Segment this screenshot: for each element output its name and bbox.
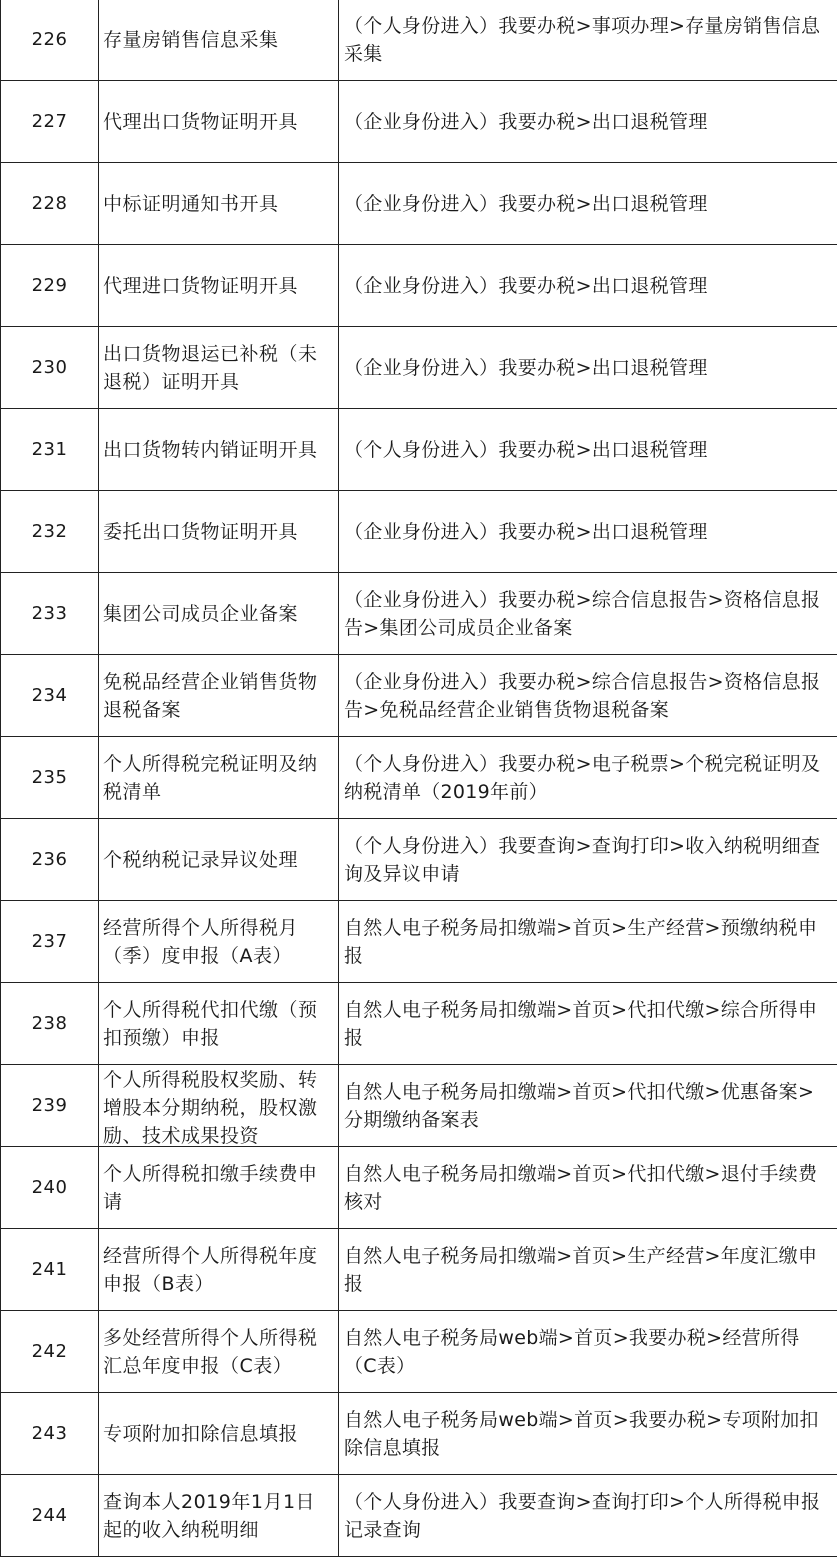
operation-path-cell	[339, 163, 837, 245]
operation-path-cell-text: 自然人电子税务局web端>首页>我要办税>专项附加扣除信息填报	[344, 1408, 819, 1459]
operation-path-cell	[339, 0, 837, 81]
row-number-cell	[1, 1311, 99, 1393]
row-number-cell	[1, 0, 99, 81]
operation-path-cell	[339, 655, 837, 737]
table-row	[1, 327, 837, 409]
row-number-cell-text: 240	[31, 1176, 68, 1198]
operation-path-cell	[339, 819, 837, 901]
row-number-cell-text: 234	[31, 684, 68, 706]
operation-path-cell	[339, 737, 837, 819]
operation-path-cell-text: （个人身份进入）我要查询>查询打印>个人所得税申报记录查询	[344, 1490, 821, 1541]
table-row	[1, 491, 837, 573]
row-number-cell	[1, 245, 99, 327]
operation-path-cell-text: 自然人电子税务局扣缴端>首页>代扣代缴>综合所得申报	[344, 998, 818, 1049]
operation-path-cell	[339, 1229, 837, 1311]
operation-path-cell-text: （企业身份进入）我要办税>出口退税管理	[344, 192, 708, 215]
operation-path-cell	[339, 1065, 837, 1147]
table-row	[1, 901, 837, 983]
row-number-cell-text: 237	[31, 930, 68, 952]
service-item-cell	[99, 1147, 339, 1229]
service-item-cell-text: 个人所得税股权奖励、转增股本分期纳税，股权激励、技术成果投资	[103, 1068, 318, 1146]
row-number-cell-text: 243	[31, 1422, 68, 1444]
service-item-cell-text: 个人所得税完税证明及纳税清单	[103, 752, 318, 803]
service-item-cell	[99, 737, 339, 819]
service-item-cell	[99, 1475, 339, 1557]
row-number-cell	[1, 1475, 99, 1557]
table-row	[1, 819, 837, 901]
row-number-cell	[1, 1065, 99, 1147]
operation-path-cell	[339, 983, 837, 1065]
table-row	[1, 0, 837, 81]
table-row	[1, 409, 837, 491]
table-row	[1, 655, 837, 737]
service-item-cell-text: 个人所得税代扣代缴（预扣预缴）申报	[103, 998, 318, 1049]
service-item-cell	[99, 491, 339, 573]
row-number-cell-text: 233	[31, 602, 68, 624]
operation-path-cell-text: （企业身份进入）我要办税>综合信息报告>资格信息报告>集团公司成员企业备案	[344, 588, 821, 639]
table-row	[1, 1475, 837, 1557]
table-row	[1, 245, 837, 327]
table-body	[1, 0, 837, 1557]
row-number-cell-text: 236	[31, 848, 68, 870]
table-row	[1, 983, 837, 1065]
service-item-cell-text: 个人所得税扣缴手续费申请	[103, 1162, 318, 1213]
row-number-cell	[1, 983, 99, 1065]
service-item-cell	[99, 81, 339, 163]
service-item-cell	[99, 163, 339, 245]
table-row	[1, 1229, 837, 1311]
operation-path-cell-text: （企业身份进入）我要办税>出口退税管理	[344, 274, 708, 297]
service-item-cell	[99, 573, 339, 655]
operation-path-cell	[339, 81, 837, 163]
operation-path-cell	[339, 901, 837, 983]
operation-path-cell-text: （企业身份进入）我要办税>出口退税管理	[344, 520, 708, 543]
row-number-cell	[1, 737, 99, 819]
row-number-cell-text: 244	[31, 1504, 68, 1526]
operation-path-cell-text: （企业身份进入）我要办税>综合信息报告>资格信息报告>免税品经营企业销售货物退税备案	[344, 670, 821, 721]
operation-path-cell	[339, 1393, 837, 1475]
operation-path-cell	[339, 327, 837, 409]
service-item-cell-text: 代理出口货物证明开具	[103, 110, 299, 133]
operation-path-cell-text: （个人身份进入）我要办税>电子税票>个税完税证明及纳税清单（2019年前）	[344, 752, 821, 803]
row-number-cell-text: 228	[31, 192, 68, 214]
table-row	[1, 737, 837, 819]
table-row	[1, 81, 837, 163]
operation-path-cell	[339, 409, 837, 491]
row-number-cell	[1, 655, 99, 737]
service-item-cell	[99, 1311, 339, 1393]
service-item-cell-text: 出口货物转内销证明开具	[103, 438, 318, 461]
row-number-cell-text: 242	[31, 1340, 68, 1362]
service-item-cell-text: 中标证明通知书开具	[103, 192, 279, 215]
operation-path-cell-text: （个人身份进入）我要办税>事项办理>存量房销售信息采集	[344, 14, 821, 65]
operation-path-cell-text: 自然人电子税务局扣缴端>首页>生产经营>年度汇缴申报	[344, 1244, 818, 1295]
service-item-cell-text: 专项附加扣除信息填报	[103, 1422, 299, 1445]
row-number-cell-text: 229	[31, 274, 68, 296]
service-item-cell-text: 集团公司成员企业备案	[103, 602, 299, 625]
row-number-cell	[1, 81, 99, 163]
service-item-cell	[99, 901, 339, 983]
operation-path-cell	[339, 1311, 837, 1393]
service-item-cell-text: 经营所得个人所得税月（季）度申报（A表）	[103, 916, 299, 967]
row-number-cell	[1, 1229, 99, 1311]
row-number-cell-text: 235	[31, 766, 68, 788]
operation-path-cell-text: 自然人电子税务局扣缴端>首页>代扣代缴>退付手续费核对	[344, 1162, 818, 1213]
operation-path-cell-text: （个人身份进入）我要查询>查询打印>收入纳税明细查询及异议申请	[344, 834, 821, 885]
service-item-cell-text: 出口货物退运已补税（未退税）证明开具	[103, 342, 318, 393]
row-number-cell	[1, 819, 99, 901]
table-row	[1, 573, 837, 655]
operation-path-cell-text: （个人身份进入）我要办税>出口退税管理	[344, 438, 708, 461]
row-number-cell-text: 239	[31, 1094, 68, 1116]
service-item-cell	[99, 983, 339, 1065]
operation-path-cell-text: 自然人电子税务局扣缴端>首页>代扣代缴>优惠备案>分期缴纳备案表	[344, 1080, 815, 1131]
service-item-cell-text: 委托出口货物证明开具	[103, 520, 299, 543]
operation-path-cell-text: （企业身份进入）我要办税>出口退税管理	[344, 356, 708, 379]
service-item-cell	[99, 819, 339, 901]
service-item-cell-text: 个税纳税记录异议处理	[103, 848, 299, 871]
operation-path-cell-text: 自然人电子税务局扣缴端>首页>生产经营>预缴纳税申报	[344, 916, 818, 967]
row-number-cell-text: 231	[31, 438, 68, 460]
operation-path-cell-text: （企业身份进入）我要办税>出口退税管理	[344, 110, 708, 133]
service-item-cell	[99, 1393, 339, 1475]
table-row	[1, 1311, 837, 1393]
service-item-cell-text: 存量房销售信息采集	[103, 28, 279, 51]
operation-path-cell	[339, 1475, 837, 1557]
operation-path-cell	[339, 573, 837, 655]
table-row	[1, 1393, 837, 1475]
row-number-cell	[1, 573, 99, 655]
service-item-cell	[99, 1229, 339, 1311]
row-number-cell	[1, 1147, 99, 1229]
table-row	[1, 1147, 837, 1229]
service-item-cell-text: 查询本人2019年1月1日起的收入纳税明细	[103, 1490, 316, 1541]
operation-path-cell-text: 自然人电子税务局web端>首页>我要办税>经营所得（C表）	[344, 1326, 800, 1377]
row-number-cell-text: 238	[31, 1012, 68, 1034]
service-item-cell	[99, 245, 339, 327]
service-item-cell	[99, 327, 339, 409]
row-number-cell-text: 227	[31, 110, 68, 132]
service-item-cell	[99, 655, 339, 737]
service-item-cell-text: 代理进口货物证明开具	[103, 274, 299, 297]
row-number-cell-text: 230	[31, 356, 68, 378]
service-item-cell-text: 多处经营所得个人所得税汇总年度申报（C表）	[103, 1326, 318, 1377]
row-number-cell-text: 241	[31, 1258, 68, 1280]
row-number-cell	[1, 163, 99, 245]
service-item-cell-text: 经营所得个人所得税年度申报（B表）	[103, 1244, 318, 1295]
operation-path-cell	[339, 491, 837, 573]
row-number-cell-text: 226	[31, 28, 68, 50]
service-item-cell	[99, 1065, 339, 1147]
service-item-cell-text: 免税品经营企业销售货物退税备案	[103, 670, 318, 721]
service-item-cell	[99, 409, 339, 491]
row-number-cell-text: 232	[31, 520, 68, 542]
row-number-cell	[1, 1393, 99, 1475]
table-row	[1, 163, 837, 245]
operation-path-cell	[339, 245, 837, 327]
service-item-cell	[99, 0, 339, 81]
row-number-cell	[1, 491, 99, 573]
row-number-cell	[1, 409, 99, 491]
row-number-cell	[1, 327, 99, 409]
table-row	[1, 1065, 837, 1147]
row-number-cell	[1, 901, 99, 983]
operation-path-cell	[339, 1147, 837, 1229]
